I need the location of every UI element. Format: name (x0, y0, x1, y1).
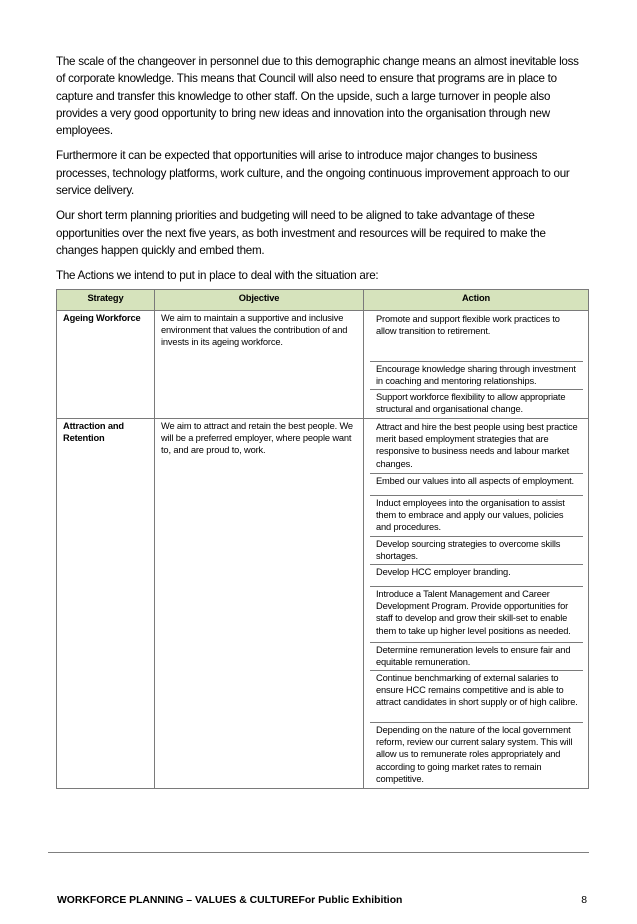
action-item: Determine remuneration levels to ensure fair and equitable remuneration. (370, 642, 583, 670)
footer-title: WORKFORCE PLANNING – VALUES & CULTUREFor Public Exhibition (57, 895, 403, 906)
action-item: Develop HCC employer branding. (370, 564, 583, 586)
action-cell (364, 310, 589, 418)
action-item: Develop sourcing strategies to overcome skills shortages. (370, 536, 583, 564)
objective-cell: We aim to attract and retain the best people. We will be a preferred employer, where people want to, and are proud to, work. (155, 418, 364, 788)
action-item: Continue benchmarking of external salaries to ensure HCC remains competitive and is able to attract candidates in short supply or of high calibre. (370, 670, 583, 722)
header-strategy: Strategy (57, 289, 155, 310)
actions-table (56, 289, 589, 789)
footer-divider (48, 852, 589, 853)
action-item: Support workforce flexibility to allow appropriate structural and organisational change. (370, 389, 583, 417)
objective-cell: We aim to maintain a supportive and inclusive environment that values the contribution of and invests in its ageing workforce. (155, 310, 364, 418)
page-number: 8 (581, 895, 587, 906)
page-footer (57, 895, 587, 906)
body-paragraph-1: The scale of the changeover in personnel due to this demographic change means an almost inevitable loss of corporate knowledge. This means that Council will also need to ensure that programs are in place to capture and transfer this knowledge to other staff. On the upside, such a large turnover in people also provides a very good opportunity to bring new ideas and innovation into the organisation through new employees. (56, 55, 579, 138)
action-item: Introduce a Talent Management and Career Development Program. Provide opportunities for staff to develop and grow their skill-set to enable them to take up higher level positions as needed. (370, 586, 583, 642)
header-objective: Objective (155, 289, 364, 310)
action-item: Promote and support flexible work practices to allow transition to retirement. (376, 313, 560, 336)
body-paragraph-2: Furthermore it can be expected that opportunities will arise to introduce major changes to business processes, technology platforms, work culture, and the ongoing continuous improvement approach to our service delivery. (56, 149, 570, 198)
action-item: Induct employees into the organisation to assist them to embrace and apply our values, policies and procedures. (370, 495, 583, 536)
table-intro: The Actions we intend to put in place to deal with the situation are: (56, 269, 379, 283)
action-cell (364, 418, 589, 788)
strategy-cell: Attraction and Retention (57, 418, 155, 788)
body-paragraph-3: Our short term planning priorities and budgeting will need to be aligned to take advantage of these opportunities over the next five years, as both investment and resources will be required to make the changes happen quickly and embed them. (56, 209, 546, 257)
table-row (57, 418, 589, 788)
action-item: Embed our values into all aspects of employment. (370, 473, 583, 495)
strategy-cell: Ageing Workforce (57, 310, 155, 418)
table-row (57, 310, 589, 418)
table-header-row (57, 289, 589, 310)
header-action: Action (364, 289, 589, 310)
action-item: Encourage knowledge sharing through investment in coaching and mentoring relationships. (370, 361, 583, 389)
page-content (56, 53, 588, 789)
action-item: Depending on the nature of the local government reform, review our current salary system. This will allow us to remunerate roles appropriately and according to going market rates to remain competitive. (370, 722, 583, 787)
action-item: Attract and hire the best people using best practice merit based employment strategies that are responsive to business needs and labour market changes. (376, 421, 578, 469)
